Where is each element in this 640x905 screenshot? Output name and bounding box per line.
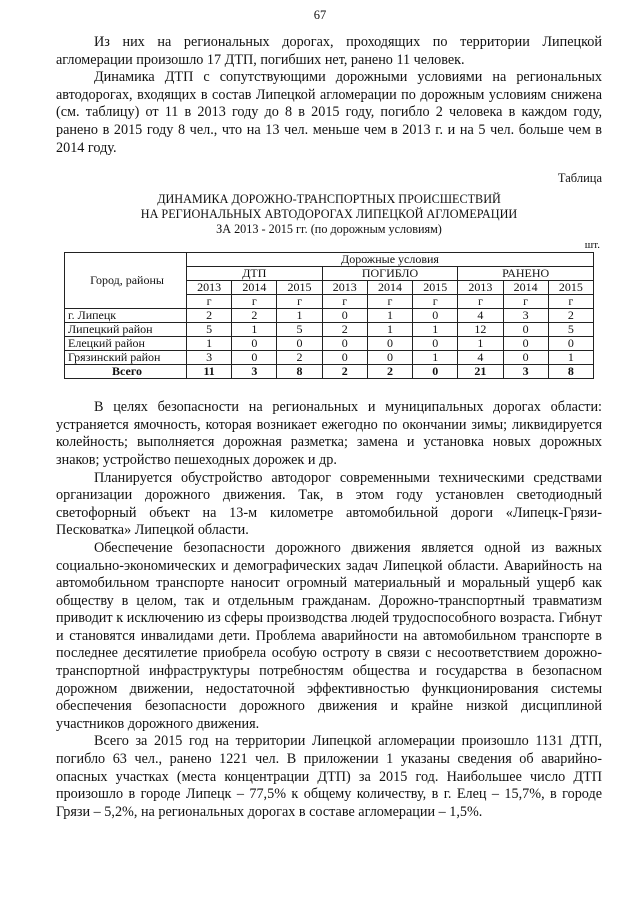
value-cell: 5: [548, 323, 593, 337]
year-header: 2013: [458, 281, 503, 295]
value-cell: 0: [367, 351, 412, 365]
value-cell: 5: [187, 323, 232, 337]
table-row: [65, 309, 594, 323]
year-suffix: г: [322, 295, 367, 309]
conditions-header: Дорожные условия: [187, 253, 594, 267]
text-after-table: [56, 399, 602, 821]
value-cell: 2: [548, 309, 593, 323]
year-suffix: г: [367, 295, 412, 309]
table-row: [65, 351, 594, 365]
value-cell: 1: [367, 309, 412, 323]
year-suffix: г: [503, 295, 548, 309]
row-name-cell: Липецкий район: [65, 323, 187, 337]
value-cell: 2: [277, 351, 322, 365]
year-suffix: г: [458, 295, 503, 309]
group-header: РАНЕНО: [458, 267, 594, 281]
table-title-line: НА РЕГИОНАЛЬНЫХ АВТОДОРОГАХ ЛИПЕЦКОЙ АГЛОМЕРАЦИИ: [140, 207, 518, 222]
paragraph: Планируется обустройство автодорог современными техническими средствами организации дорожного движения. Так, в этом году установлен светодиодный светофорный объект на 13-м километре автомобильной дороги «Липецк-Грязи-Песковатка» Липецкой области.: [56, 469, 602, 539]
paragraph: Обеспечение безопасности дорожного движения является одной из важных социально-экономических и демографических задач Липецкой области. Аварийность на автомобильном транспорте наносит огромный материальный и моральный ущерб как обществу в целом, так и отдельным гражданам. Дорожно-транспортный травматизм приводит к исключению из сферы производства людей трудоспособного возраста. Гибнут и становятся инвалидами дети. Проблема аварийности на автомобильном транспорте в последнее десятилетие приобрела особую остроту в связи с несоответствием дорожно-транспортной инфраструктуры потребностям общества и государства в безопасном дорожном движении, недостаточной эффективностью функционирования системы обеспечения безопасности дорожного движения и крайне низкой дисциплиной участников дорожного движения.: [56, 539, 602, 732]
table-total-row: [65, 365, 594, 379]
value-cell: 3: [503, 309, 548, 323]
value-cell: 0: [413, 365, 458, 379]
year-suffix: г: [277, 295, 322, 309]
year-header: 2013: [187, 281, 232, 295]
row-name-cell: Грязинский район: [65, 351, 187, 365]
value-cell: 0: [413, 337, 458, 351]
year-header: 2014: [232, 281, 277, 295]
table-header-row: [65, 253, 594, 267]
year-suffix: г: [413, 295, 458, 309]
paragraph: В целях безопасности на региональных и муниципальных дорогах области: устраняется ямочность, которая возникает ежегодно по окончании зимы; ликвидируется колейность; выполняется дорожная разметка; замена и установка новых дорожных знаков; устройство пешеходных дорожек и др.: [56, 399, 602, 468]
value-cell: 0: [232, 337, 277, 351]
year-header: 2014: [503, 281, 548, 295]
year-header: 2013: [322, 281, 367, 295]
year-suffix: г: [232, 295, 277, 309]
accidents-table: [64, 252, 594, 379]
city-column-header: Город, районы: [65, 253, 187, 309]
value-cell: 2: [322, 323, 367, 337]
value-cell: 0: [413, 309, 458, 323]
value-cell: 4: [458, 351, 503, 365]
table-title-line: ДИНАМИКА ДОРОЖНО-ТРАНСПОРТНЫХ ПРОИСШЕСТВИЙ: [157, 192, 501, 207]
group-header: ДТП: [187, 267, 323, 281]
table-title-line: ЗА 2013 - 2015 гг. (по дорожным условиям): [216, 222, 442, 237]
value-cell: 2: [322, 365, 367, 379]
value-cell: 1: [187, 337, 232, 351]
page-number: 67: [313, 8, 327, 22]
value-cell: 3: [232, 365, 277, 379]
value-cell: 2: [367, 365, 412, 379]
value-cell: 0: [503, 323, 548, 337]
year-header: 2014: [367, 281, 412, 295]
value-cell: 0: [232, 351, 277, 365]
year-suffix: г: [548, 295, 593, 309]
paragraph: Всего за 2015 год на территории Липецкой агломерации произошло 1131 ДТП, погибло 63 чел., ранено 1221 чел. В приложении 1 указаны сведения об аварийно-опасных участках (места концентрации ДТП) за 2015 год. Наибольшее число ДТП произошло в городе Липецк – 77,5% к общему количеству, в г. Елец – 15,7%, в городе Грязи – 5,2%, на региональных дорогах в составе агломерации – 1,5%.: [56, 733, 602, 820]
value-cell: 0: [503, 337, 548, 351]
table-label: Таблица: [557, 171, 602, 186]
document-body: [56, 34, 602, 821]
value-cell: 8: [548, 365, 593, 379]
year-header: 2015: [548, 281, 593, 295]
value-cell: 1: [367, 323, 412, 337]
table-body: [65, 309, 594, 379]
value-cell: 21: [458, 365, 503, 379]
paragraph: Динамика ДТП с сопутствующими дорожными условиями на региональных автодорогах, входящих в состав Липецкой агломерации по дорожным условиям снижена (см. таблицу) от 11 в 2013 году до 8 в 2015 году, погибло 2 человека в каждом году, ранено в 2015 году 8 чел., что на 13 чел. меньше чем в 2013 г. и на 5 чел. больше чем в 2014 году.: [56, 69, 602, 156]
row-name-cell: Елецкий район: [65, 337, 187, 351]
value-cell: 0: [277, 337, 322, 351]
value-cell: 12: [458, 323, 503, 337]
value-cell: 1: [458, 337, 503, 351]
row-name-cell: г. Липецк: [65, 309, 187, 323]
value-cell: 1: [277, 309, 322, 323]
table-row: [65, 337, 594, 351]
table-row: [65, 323, 594, 337]
value-cell: 0: [322, 351, 367, 365]
value-cell: 2: [232, 309, 277, 323]
value-cell: 8: [277, 365, 322, 379]
year-header: 2015: [413, 281, 458, 295]
value-cell: 0: [503, 351, 548, 365]
value-cell: 1: [232, 323, 277, 337]
year-suffix: г: [187, 295, 232, 309]
value-cell: 1: [413, 323, 458, 337]
value-cell: 3: [187, 351, 232, 365]
value-cell: 1: [413, 351, 458, 365]
value-cell: 0: [322, 337, 367, 351]
value-cell: 0: [322, 309, 367, 323]
row-name-cell: Всего: [65, 365, 187, 379]
value-cell: 0: [367, 337, 412, 351]
value-cell: 5: [277, 323, 322, 337]
value-cell: 4: [458, 309, 503, 323]
table-unit: шт.: [584, 239, 600, 252]
value-cell: 1: [548, 351, 593, 365]
value-cell: 2: [187, 309, 232, 323]
value-cell: 11: [187, 365, 232, 379]
paragraph: Из них на региональных дорогах, проходящих по территории Липецкой агломерации произошло 17 ДТП, погибших нет, ранено 11 человек.: [56, 34, 602, 68]
table-title: [56, 192, 602, 237]
group-header: ПОГИБЛО: [322, 267, 458, 281]
value-cell: 0: [548, 337, 593, 351]
year-header: 2015: [277, 281, 322, 295]
value-cell: 3: [503, 365, 548, 379]
